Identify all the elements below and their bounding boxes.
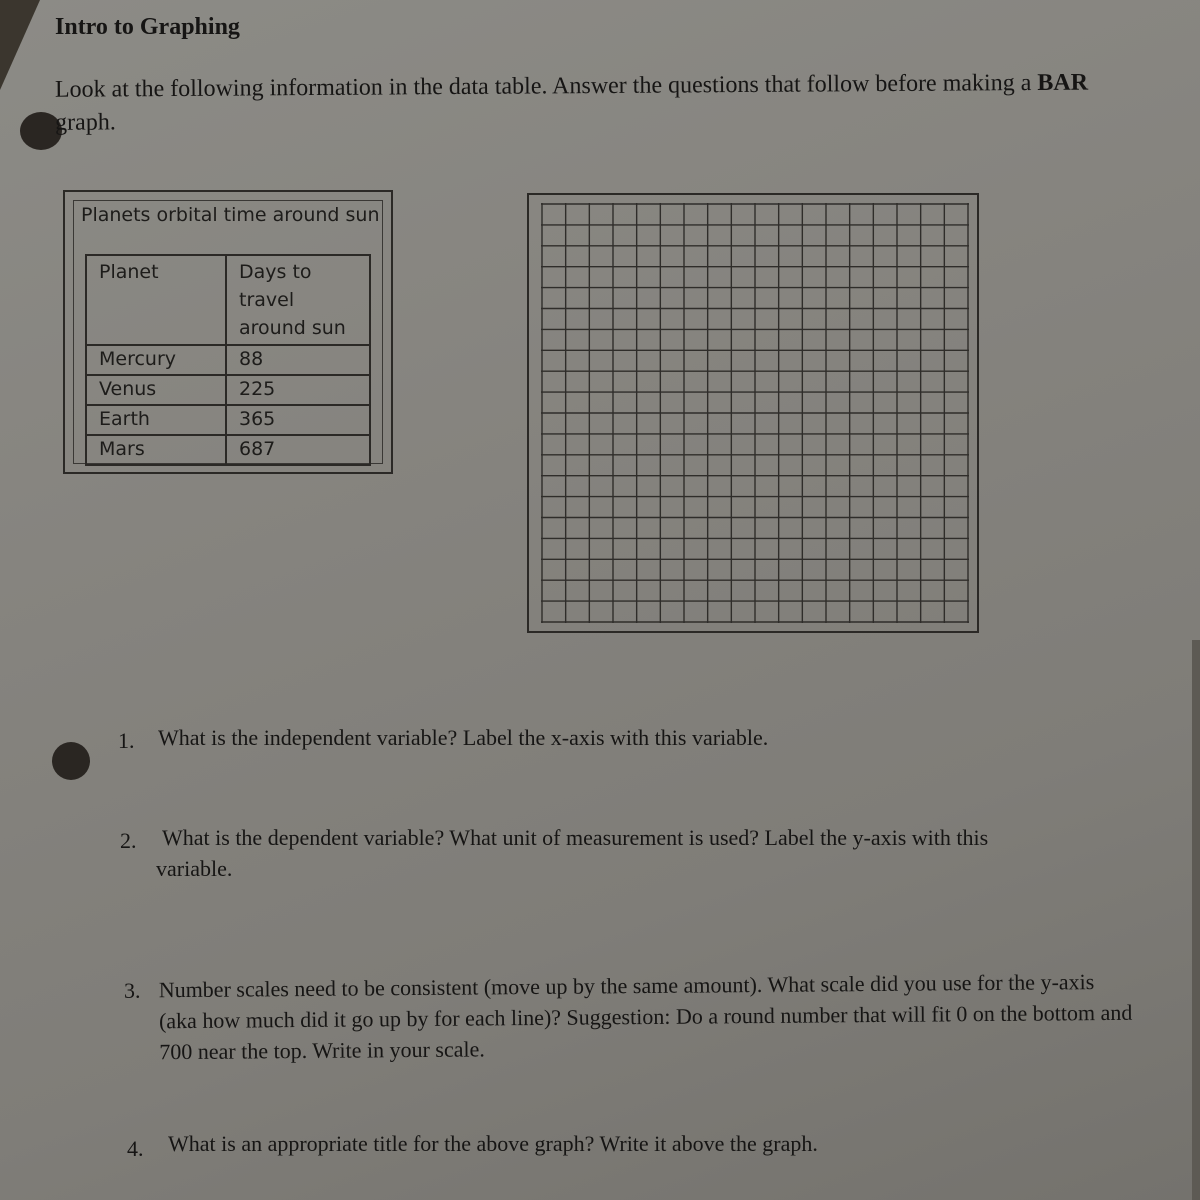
table-header-row xyxy=(86,255,370,345)
table-header-days xyxy=(226,255,370,345)
table-header-planet: Planet xyxy=(86,255,226,345)
page-edge-shadow xyxy=(1192,640,1200,1200)
question-3: Number scales need to be consistent (move up by the same amount). What scale did you use for the y-axis (aka how much did it go up by for each line)? Suggestion: Do a round number that will fit 0 on the bottom and 700 near the top. Write in your scale. xyxy=(158,969,1133,1065)
question-number: 1. xyxy=(118,728,135,753)
header-line: Days to xyxy=(239,261,312,283)
instructions-text: Look at the following information in the data table. Answer the questions that follow before making a xyxy=(54,69,1038,103)
question-number: 2. xyxy=(120,828,137,853)
punch-hole-middle xyxy=(52,742,90,780)
table-caption: Planets orbital time around sun xyxy=(81,204,380,226)
table-row xyxy=(86,435,370,465)
worksheet-title: Intro to Graphing xyxy=(55,14,240,40)
question-number: 3. xyxy=(124,978,141,1003)
question-1: What is the independent variable? Label the x-axis with this variable. xyxy=(158,725,769,750)
blank-graph-area[interactable] xyxy=(527,193,979,633)
instructions-emphasis: BAR xyxy=(1037,69,1089,96)
planet-cell: Venus xyxy=(86,375,226,405)
planet-data-table xyxy=(85,254,371,466)
table-row xyxy=(86,375,370,405)
header-line: around sun xyxy=(239,317,346,339)
question-4: What is an appropriate title for the above graph? Write it above the graph. xyxy=(168,1131,818,1156)
question-number: 4. xyxy=(127,1136,144,1161)
planet-cell: Earth xyxy=(86,405,226,435)
days-cell: 88 xyxy=(226,345,370,375)
table-row xyxy=(86,405,370,435)
days-cell: 687 xyxy=(226,435,370,465)
page-corner-shadow xyxy=(0,0,40,90)
question-2: What is the dependent variable? What unit of measurement is used? Label the y-axis with this variable. xyxy=(156,825,989,881)
planet-cell: Mercury xyxy=(86,345,226,375)
header-line: travel xyxy=(239,289,295,311)
instructions-end: graph. xyxy=(55,109,116,136)
graph-grid xyxy=(541,203,969,623)
planet-cell: Mars xyxy=(86,435,226,465)
instructions xyxy=(55,66,1145,140)
days-cell: 225 xyxy=(226,375,370,405)
days-cell: 365 xyxy=(226,405,370,435)
data-table-box xyxy=(63,190,393,474)
table-row xyxy=(86,345,370,375)
